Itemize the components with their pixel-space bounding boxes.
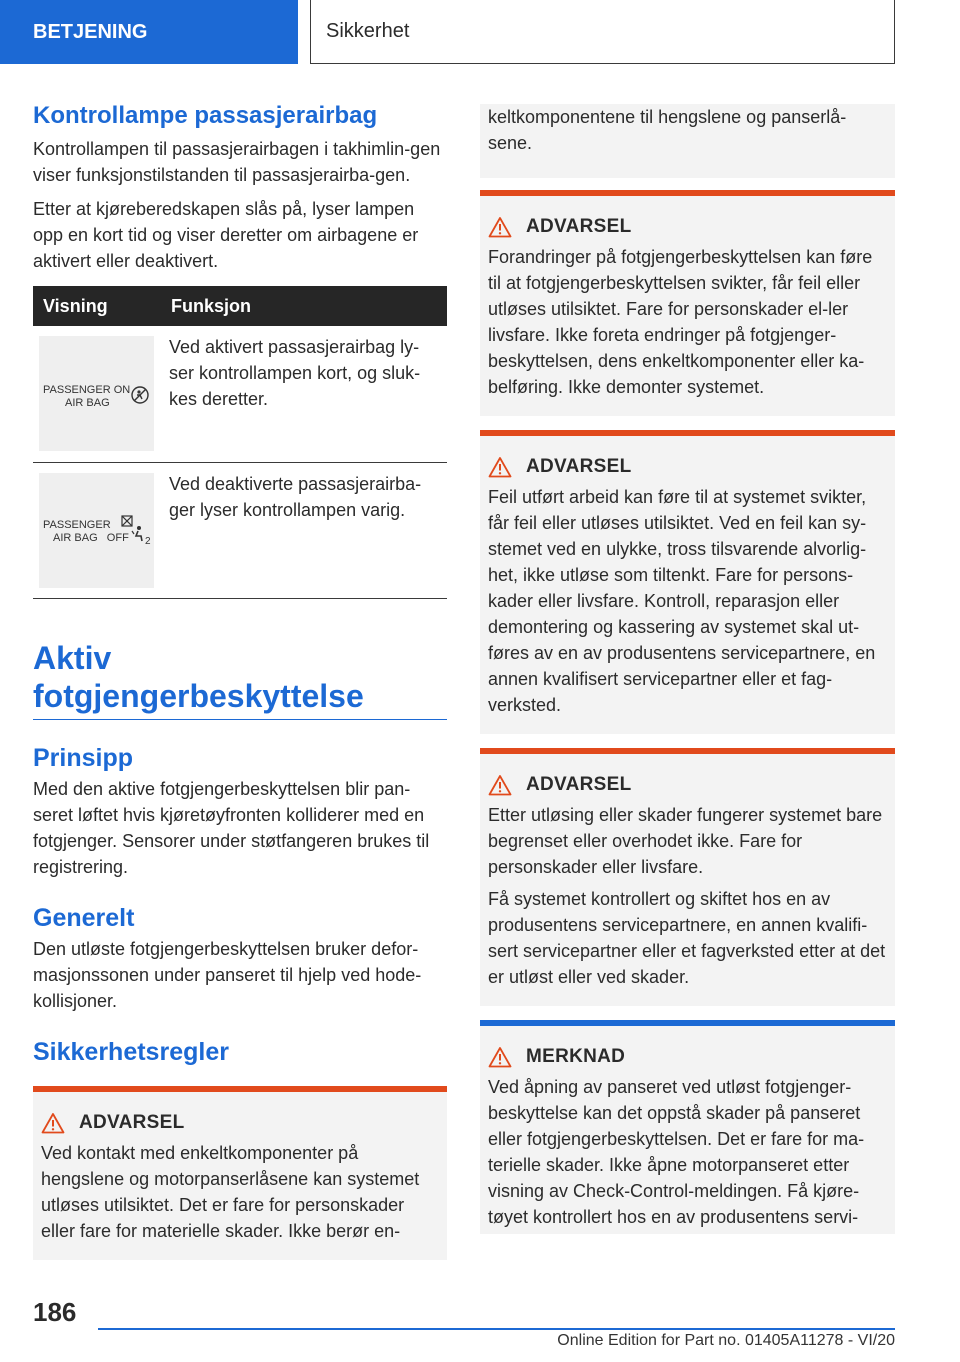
warning-triangle-icon (488, 774, 512, 796)
warning-box (480, 748, 895, 1006)
warning-text: Få systemet kontrollert og skiftet hos en av produsentens servicepartnere, en annen kvalifi-sert servicepartner eller et fagverksted etter at det er utløst eller ved skader. (488, 889, 886, 987)
indicator-table (33, 286, 447, 599)
heading-prinsipp: Prinsipp (33, 743, 134, 772)
airbag-off-lamp-image (39, 473, 154, 588)
warning-text: Etter utløsing eller skader fungerer systemet bare begrenset eller overhodet ikke. Fare for personskader eller livsfare. (488, 805, 883, 877)
chapter-label: Sikkerhet (326, 20, 410, 42)
warning-box (480, 190, 895, 416)
heading-sikkerhetsregler: Sikkerhetsregler (33, 1037, 229, 1066)
table-row (33, 462, 447, 598)
warning-box (33, 1086, 447, 1260)
warning-triangle-icon (488, 216, 512, 238)
lamp-text-line2: AIR BAG OFF (53, 531, 129, 544)
section-tab (0, 0, 298, 64)
warning-box (480, 430, 895, 734)
lamp-text-line2: AIR BAG (65, 397, 110, 409)
airbag-on-lamp-image (39, 336, 154, 451)
lamp-subscript: 2 (145, 535, 151, 547)
prinsipp-paragraph: Med den aktive fotgjengerbeskyttelsen blir pan-seret løftet hvis kjøretøyfronten kolliderer med en fotgjenger. Sensorer under støtfangeren brukes til registrering. (33, 778, 430, 877)
lamp-text-line1: PASSENGER (43, 518, 111, 531)
section-title: Aktiv fotgjengerbeskyttelse (33, 639, 447, 720)
continued-text: keltkomponentene til hengslene og panserlå-sene. (488, 107, 847, 153)
warning-triangle-icon (488, 1046, 512, 1068)
warning-text: Ved kontakt med enkeltkomponenter på hengslene og motorpanserlåsene kan systemet utløses utilsiktet. Det er fare for personskader eller fare for materielle skader. Ikke berør en- (41, 1142, 420, 1241)
note-text: Ved åpning av panseret ved utløst fotgjenger-beskyttelse kan det oppstå skader på panseret eller fotgjengerbeskyttelsen. Det er fare for ma-terielle skader. Ikke åpne motorpanseret etter visning av Check-Control-meldingen. Få kjøre-tøyet kontrollert hos en av produsentens servi- (488, 1077, 865, 1227)
chapter-tab (310, 0, 895, 64)
warning-triangle-icon (488, 456, 512, 478)
generelt-paragraph: Den utløste fotgjengerbeskyttelsen bruker defor-masjonssonen under panseret til hjelp ved hode-kollisjoner. (33, 938, 422, 1011)
warning-triangle-icon (41, 1112, 65, 1134)
section-label: BETJENING (33, 20, 148, 43)
warning-text: Feil utført arbeid kan føre til at systemet svikter, får feil eller utløses utilsiktet. Ved en feil kan sy-stemet ved en ulykke, tross tilsvarende alvorlig-het, ikke utløse som tiltenkt. Fare for persons-kader eller livsfare. Kontroll, reparasjon eller demontering og kassering av systemet skal ut-føres av en av produsentens servicepartnere, en annen kvalifisert servicepartner eller et fag-verksted. (488, 487, 876, 715)
heading-generelt: Generelt (33, 903, 135, 932)
row2-function-text: Ved deaktiverte passasjerairba-ger lyser kontrollampen varig. (169, 473, 422, 520)
airbag-paragraph-2: Etter at kjøreberedskapen slås på, lyser lampen opp en kort tid og viser deretter om airbagene er aktivert eller deaktivert. (33, 199, 419, 271)
seat-occupied-icon (131, 386, 149, 404)
heading-airbag-lamp: Kontrollampe passasjerairbag (33, 102, 378, 129)
footer-rule (98, 1328, 895, 1330)
table-header-visning: Visning (33, 286, 163, 326)
note-box (480, 1020, 895, 1234)
right-column (480, 104, 895, 1234)
warning-text: Forandringer på fotgjengerbeskyttelsen kan føre til at fotgjengerbeskyttelsen svikter, får feil eller utløses utilsiktet. Fare for personskader el-ler livsfare. Ikke foreta endringer på fotgjenger-beskyttelsen, dens enkeltkomponenter eller ka-belføring. Ikke demonter systemet. (488, 247, 873, 397)
lamp-text-line1: PASSENGER ON (43, 384, 131, 396)
page-number: 186 (33, 1297, 77, 1327)
airbag-paragraph-1: Kontrollampen til passasjerairbagen i takhimlin-gen viser funksjonstilstanden til passasjerairba-gen. (33, 139, 441, 185)
continued-box (480, 104, 895, 178)
warning-title: ADVARSEL (526, 774, 632, 795)
seated-person-icon (131, 525, 145, 543)
table-row (33, 326, 447, 462)
table-header-funksjon: Funksjon (163, 286, 447, 326)
warning-title: ADVARSEL (79, 1111, 185, 1133)
left-column (33, 100, 447, 1260)
edition-text: Online Edition for Part no. 01405A11278 - VI/20 (557, 1332, 895, 1349)
note-title: MERKNAD (526, 1046, 626, 1067)
warning-title: ADVARSEL (526, 456, 632, 477)
row1-function-text: Ved aktivert passasjerairbag ly-ser kontrollampen kort, og sluk-kes deretter. (169, 337, 421, 409)
warning-title: ADVARSEL (526, 216, 632, 237)
